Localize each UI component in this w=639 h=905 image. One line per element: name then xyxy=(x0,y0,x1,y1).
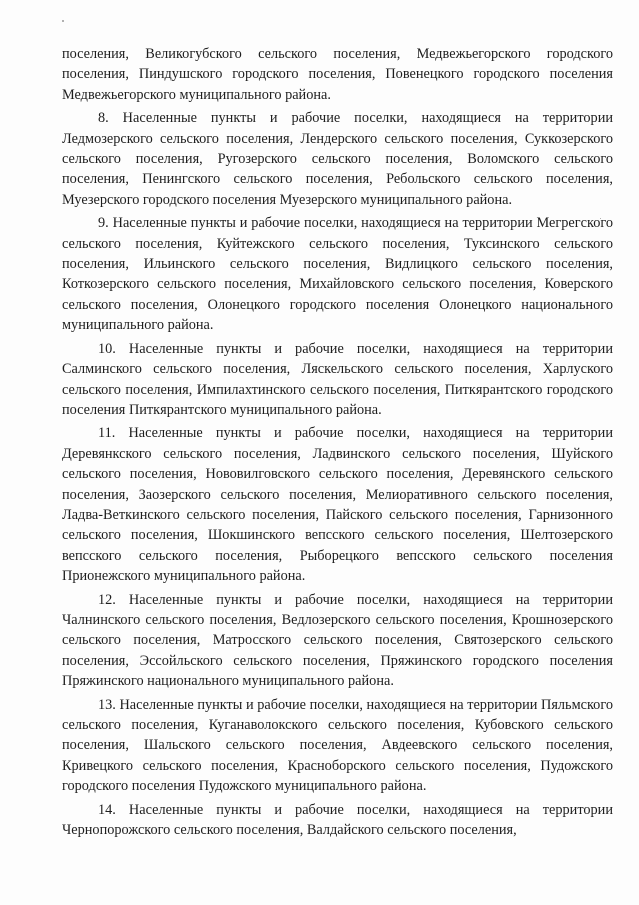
paragraph-item-9: 9. Населенные пункты и рабочие поселки, находящиеся на территории Мегрегского сельского поселения, Куйтежского сельского поселения, Туксинского сельского поселения, Ильинского сельского поселения, Видлицкого сельского поселения, Коткозерского сельского поселения, Михайловского сельского поселения, Коверского сельского поселения, Олонецкого городского поселения Олонецкого национального муниципального района. xyxy=(62,215,613,334)
paragraph-item-10: 10. Населенные пункты и рабочие поселки, находящиеся на территории Салминского сельского поселения, Ляскельского сельского поселения, Харлуского сельского поселения, Импилахтинского сельского поселения, Питкярантского городского поселения Питкярантского муниципального района. xyxy=(62,340,613,418)
paragraph-item-14: 14. Населенные пункты и рабочие поселки, находящиеся на территории Чернопорожского сельского поселения, Валдайского сельского поселения, xyxy=(62,801,613,839)
paragraph-item-11: 11. Населенные пункты и рабочие поселки, находящиеся на территории Деревянкского сельского поселения, Ладвинского сельского поселения, Шуйского сельского поселения, Нововилговского сельского поселения, Деревянского сельского поселения, Заозерского сельского поселения, Мелиоративного сельского поселения, Ладва-Веткинского сельского поселения, Пайского сельского поселения, Гарнизонного сельского поселения, Шокшинского вепсского сельского поселения, Шелтозерского вепсского сельского поселения, Рыборецкого вепсского сельского поселения Прионежского муниципального района. xyxy=(62,425,613,585)
paragraph-item-12: 12. Населенные пункты и рабочие поселки, находящиеся на территории Чалнинского сельского поселения, Ведлозерского сельского поселения, Крошнозерского сельского поселения, Матросского сельского поселения, Святозерского сельского поселения, Эссойльского сельского поселения, Пряжинского городского поселения Пряжинского национального муниципального района. xyxy=(62,591,613,690)
paragraph-item-13: 13. Населенные пункты и рабочие поселки, находящиеся на территории Пяльмского сельского поселения, Куганаволокского сельского поселения, Кубовского сельского поселения, Шальского сельского поселения, Авдеевского сельского поселения, Кривецкого сельского поселения, Красноборского сельского поселения, Пудожского городского поселения Пудожского муниципального района. xyxy=(62,696,613,795)
scan-speck xyxy=(62,20,64,22)
document-body xyxy=(62,44,613,843)
paragraph-continuation: поселения, Великогубского сельского поселения, Медвежьегорского городского поселения, Пиндушского городского поселения, Повенецкого городского поселения Медвежьегорского муниципального района. xyxy=(62,46,613,103)
paragraph-item-8: 8. Населенные пункты и рабочие поселки, находящиеся на территории Ледмозерского сельского поселения, Лендерского сельского поселения, Суккозерского сельского поселения, Ругозерского сельского поселения, Воломского сельского поселения, Пенингского сельского поселения, Ребольского сельского поселения, Муезерского городского поселения Муезерского муниципального района. xyxy=(62,110,613,208)
